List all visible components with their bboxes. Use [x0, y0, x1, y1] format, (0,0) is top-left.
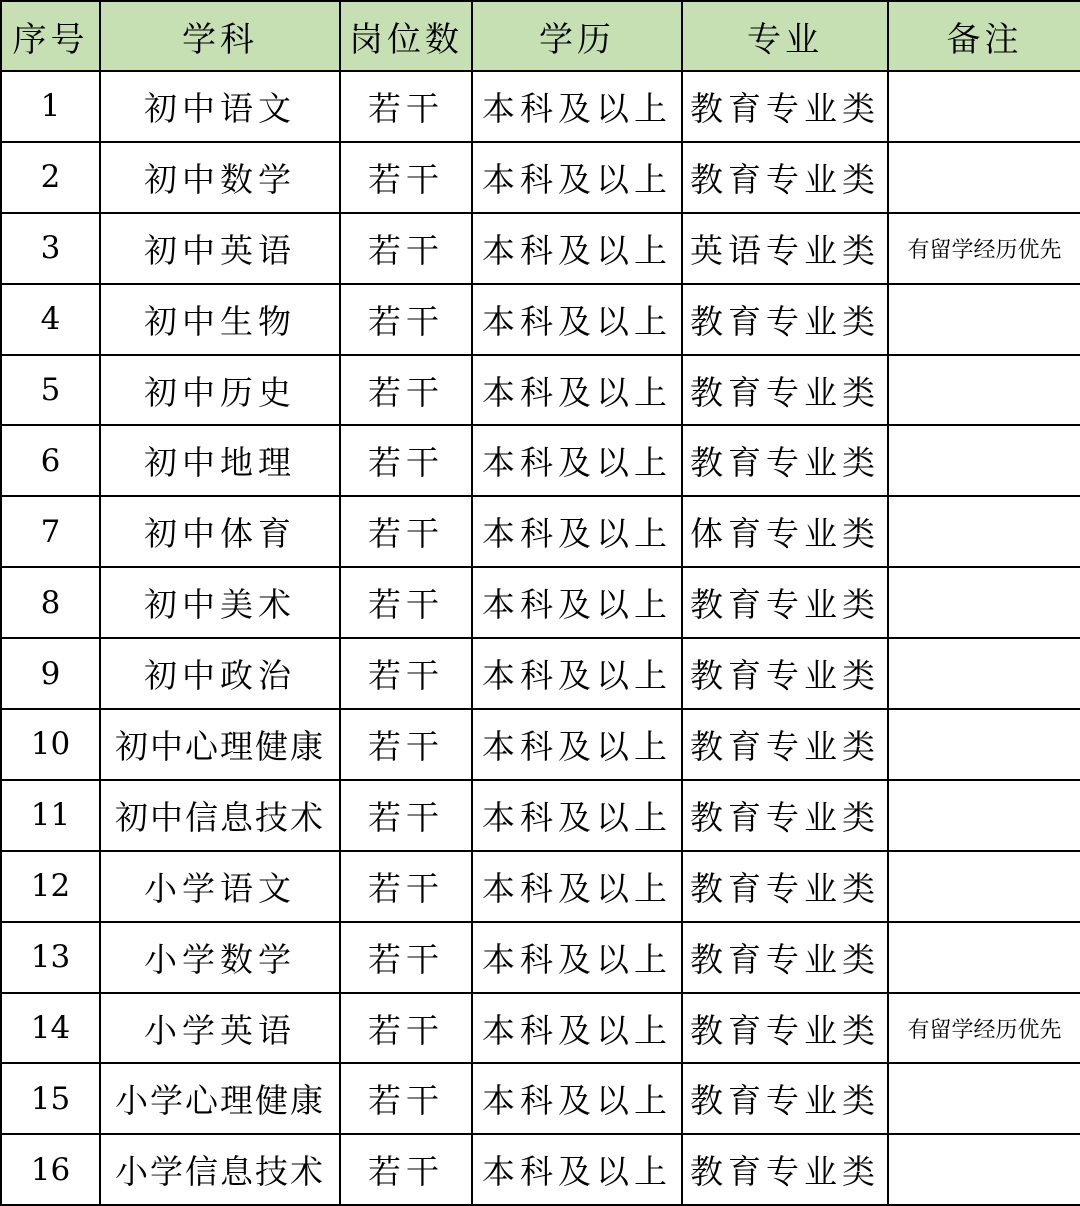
- cell-education: 本科及以上: [472, 922, 682, 993]
- cell-position-count: 若干: [340, 709, 472, 780]
- table-row: [1, 142, 1080, 213]
- cell-remark: [888, 496, 1080, 567]
- cell-education: 本科及以上: [472, 709, 682, 780]
- cell-serial-number: 3: [1, 213, 100, 284]
- cell-remark: [888, 1134, 1080, 1205]
- cell-position-count: 若干: [340, 567, 472, 638]
- cell-education: 本科及以上: [472, 993, 682, 1064]
- cell-serial-number: 8: [1, 567, 100, 638]
- cell-serial-number: 9: [1, 638, 100, 709]
- cell-education: 本科及以上: [472, 425, 682, 496]
- table-row: [1, 922, 1080, 993]
- cell-education: 本科及以上: [472, 496, 682, 567]
- cell-serial-number: 16: [1, 1134, 100, 1205]
- table-row: [1, 780, 1080, 851]
- table-header: [1, 1, 1080, 71]
- cell-major: 教育专业类: [682, 851, 888, 922]
- cell-subject: 小学数学: [100, 922, 340, 993]
- cell-serial-number: 4: [1, 284, 100, 355]
- cell-subject: 初中生物: [100, 284, 340, 355]
- cell-education: 本科及以上: [472, 71, 682, 142]
- cell-education: 本科及以上: [472, 284, 682, 355]
- cell-major: 教育专业类: [682, 638, 888, 709]
- cell-position-count: 若干: [340, 496, 472, 567]
- cell-major: 教育专业类: [682, 709, 888, 780]
- cell-position-count: 若干: [340, 638, 472, 709]
- cell-subject: 初中体育: [100, 496, 340, 567]
- cell-position-count: 若干: [340, 142, 472, 213]
- header-position-count: 岗位数: [340, 1, 472, 71]
- cell-education: 本科及以上: [472, 567, 682, 638]
- table-row: [1, 71, 1080, 142]
- cell-subject: 小学英语: [100, 993, 340, 1064]
- table-row: [1, 567, 1080, 638]
- cell-remark: [888, 709, 1080, 780]
- cell-serial-number: 15: [1, 1063, 100, 1134]
- header-row: [1, 1, 1080, 71]
- table-body: [1, 71, 1080, 1205]
- table-row: [1, 1063, 1080, 1134]
- cell-position-count: 若干: [340, 1134, 472, 1205]
- table-row: [1, 1134, 1080, 1205]
- cell-position-count: 若干: [340, 851, 472, 922]
- cell-remark: [888, 922, 1080, 993]
- header-education: 学历: [472, 1, 682, 71]
- cell-education: 本科及以上: [472, 780, 682, 851]
- cell-position-count: 若干: [340, 780, 472, 851]
- cell-major: 教育专业类: [682, 425, 888, 496]
- cell-major: 教育专业类: [682, 1134, 888, 1205]
- table-row: [1, 993, 1080, 1064]
- header-major: 专业: [682, 1, 888, 71]
- cell-major: 教育专业类: [682, 993, 888, 1064]
- table-row: [1, 496, 1080, 567]
- cell-remark: [888, 851, 1080, 922]
- cell-serial-number: 11: [1, 780, 100, 851]
- cell-education: 本科及以上: [472, 213, 682, 284]
- cell-serial-number: 1: [1, 71, 100, 142]
- cell-education: 本科及以上: [472, 142, 682, 213]
- cell-remark: [888, 142, 1080, 213]
- cell-subject: 小学语文: [100, 851, 340, 922]
- cell-position-count: 若干: [340, 71, 472, 142]
- cell-major: 教育专业类: [682, 1063, 888, 1134]
- cell-position-count: 若干: [340, 1063, 472, 1134]
- cell-subject: 初中美术: [100, 567, 340, 638]
- cell-remark: [888, 355, 1080, 426]
- table-row: [1, 638, 1080, 709]
- cell-remark: [888, 425, 1080, 496]
- cell-remark: 有留学经历优先: [888, 213, 1080, 284]
- cell-major: 英语专业类: [682, 213, 888, 284]
- cell-major: 教育专业类: [682, 922, 888, 993]
- cell-subject: 初中数学: [100, 142, 340, 213]
- cell-position-count: 若干: [340, 425, 472, 496]
- cell-major: 教育专业类: [682, 284, 888, 355]
- cell-subject: 初中地理: [100, 425, 340, 496]
- cell-serial-number: 6: [1, 425, 100, 496]
- cell-remark: [888, 71, 1080, 142]
- cell-serial-number: 10: [1, 709, 100, 780]
- table-row: [1, 213, 1080, 284]
- table-row: [1, 284, 1080, 355]
- cell-major: 教育专业类: [682, 567, 888, 638]
- cell-subject: 小学心理健康: [100, 1063, 340, 1134]
- cell-position-count: 若干: [340, 284, 472, 355]
- cell-education: 本科及以上: [472, 851, 682, 922]
- cell-serial-number: 13: [1, 922, 100, 993]
- cell-serial-number: 2: [1, 142, 100, 213]
- cell-position-count: 若干: [340, 922, 472, 993]
- cell-remark: [888, 638, 1080, 709]
- table-row: [1, 851, 1080, 922]
- cell-remark: [888, 567, 1080, 638]
- table-row: [1, 355, 1080, 426]
- table-row: [1, 709, 1080, 780]
- cell-subject: 初中信息技术: [100, 780, 340, 851]
- cell-subject: 初中英语: [100, 213, 340, 284]
- table-row: [1, 425, 1080, 496]
- cell-serial-number: 14: [1, 993, 100, 1064]
- cell-serial-number: 5: [1, 355, 100, 426]
- header-subject: 学科: [100, 1, 340, 71]
- header-remark: 备注: [888, 1, 1080, 71]
- cell-serial-number: 12: [1, 851, 100, 922]
- cell-subject: 初中语文: [100, 71, 340, 142]
- cell-education: 本科及以上: [472, 638, 682, 709]
- cell-major: 体育专业类: [682, 496, 888, 567]
- cell-major: 教育专业类: [682, 142, 888, 213]
- cell-subject: 小学信息技术: [100, 1134, 340, 1205]
- cell-major: 教育专业类: [682, 355, 888, 426]
- cell-remark: [888, 1063, 1080, 1134]
- cell-education: 本科及以上: [472, 355, 682, 426]
- cell-education: 本科及以上: [472, 1063, 682, 1134]
- cell-major: 教育专业类: [682, 71, 888, 142]
- cell-position-count: 若干: [340, 355, 472, 426]
- cell-remark: 有留学经历优先: [888, 993, 1080, 1064]
- header-serial-number: 序号: [1, 1, 100, 71]
- cell-subject: 初中政治: [100, 638, 340, 709]
- cell-subject: 初中心理健康: [100, 709, 340, 780]
- cell-position-count: 若干: [340, 993, 472, 1064]
- cell-remark: [888, 284, 1080, 355]
- cell-education: 本科及以上: [472, 1134, 682, 1205]
- cell-subject: 初中历史: [100, 355, 340, 426]
- cell-major: 教育专业类: [682, 780, 888, 851]
- cell-serial-number: 7: [1, 496, 100, 567]
- cell-remark: [888, 780, 1080, 851]
- cell-position-count: 若干: [340, 213, 472, 284]
